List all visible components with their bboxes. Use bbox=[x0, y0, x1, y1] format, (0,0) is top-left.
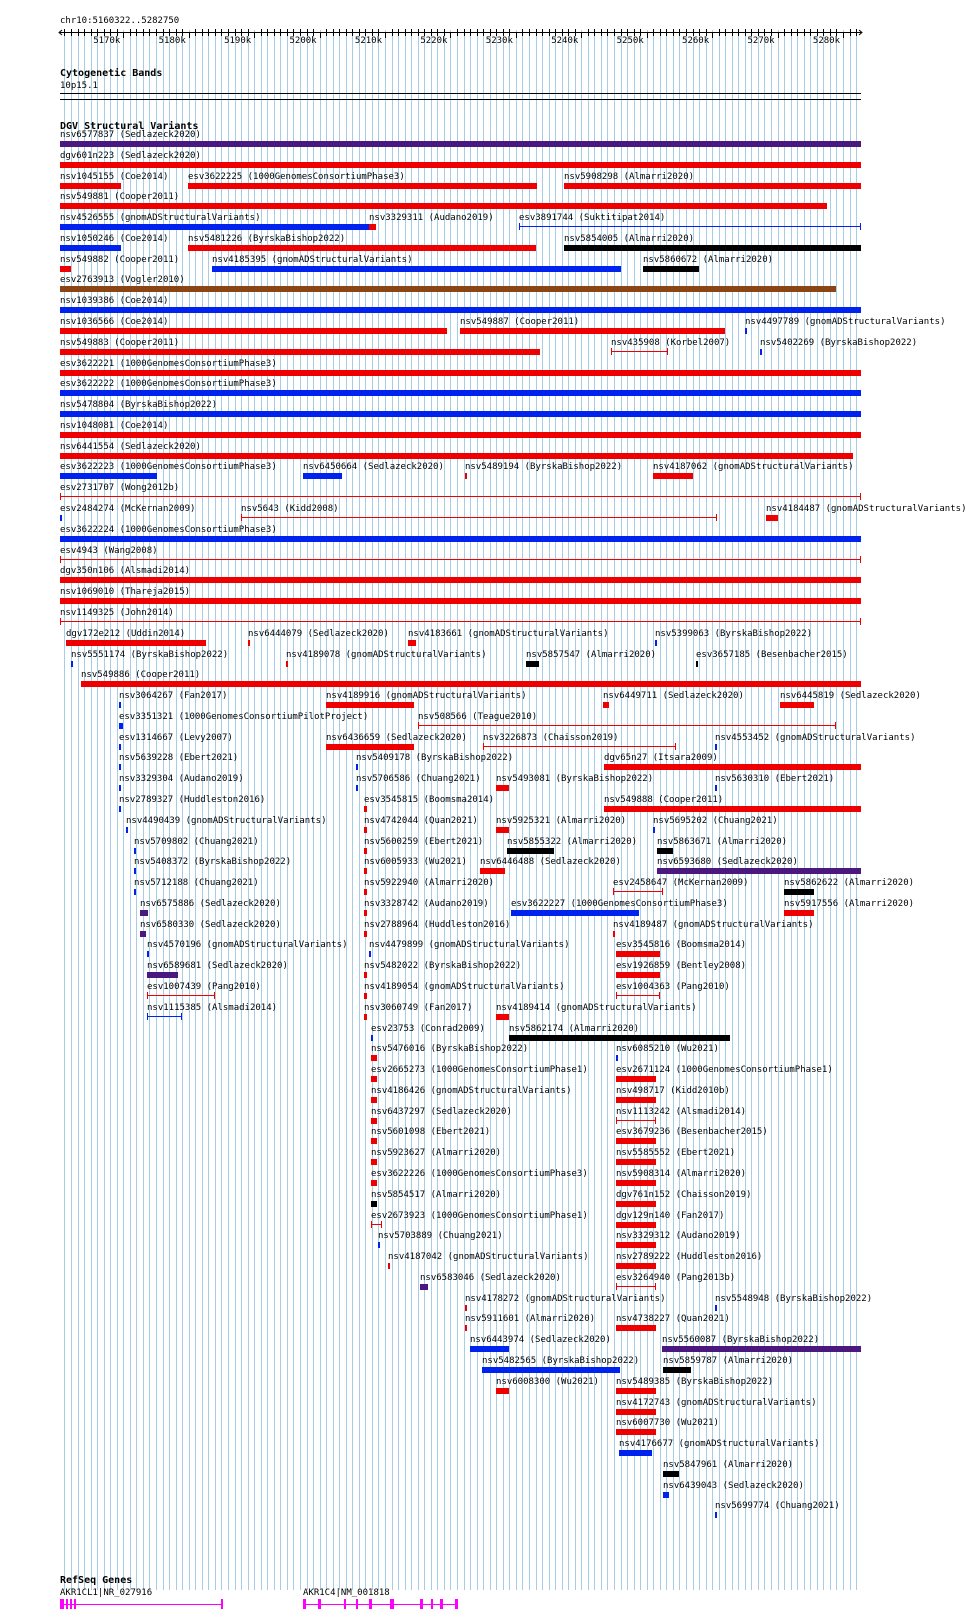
variant-label[interactable]: nsv5854005 (Almarri2020) bbox=[564, 234, 695, 244]
variant-label[interactable]: nsv549881 (Cooper2011) bbox=[60, 192, 180, 202]
variant-label[interactable]: nsv6439043 (Sedlazeck2020) bbox=[663, 1481, 804, 1491]
variant-label[interactable]: nsv5643 (Kidd2008) bbox=[241, 504, 339, 514]
variant-label[interactable]: esv3622224 (1000GenomesConsortiumPhase3) bbox=[60, 525, 277, 535]
gene-exon bbox=[420, 1599, 423, 1609]
variant-label[interactable]: esv2763913 (Vogler2010) bbox=[60, 275, 185, 285]
variant-label[interactable]: nsv5639228 (Ebert2021) bbox=[119, 753, 239, 763]
variant-label[interactable]: nsv5859787 (Almarri2020) bbox=[663, 1356, 794, 1366]
ruler-tick-label: 5220k bbox=[420, 36, 448, 46]
gene-exon bbox=[369, 1599, 372, 1609]
variant-label[interactable]: esv2731707 (Wong2012b) bbox=[60, 483, 180, 493]
gene-intron-line[interactable] bbox=[303, 1604, 458, 1605]
variant-label[interactable]: nsv5548948 (ByrskaBishop2022) bbox=[715, 1294, 873, 1304]
variant-label[interactable]: nsv549882 (Cooper2011) bbox=[60, 255, 180, 265]
variant-label[interactable]: nsv5925321 (Almarri2020) bbox=[496, 816, 627, 826]
variant-label[interactable]: nsv5409178 (ByrskaBishop2022) bbox=[356, 753, 514, 763]
variant-label[interactable]: nsv5493081 (ByrskaBishop2022) bbox=[496, 774, 654, 784]
variant-label[interactable]: nsv1039386 (Coe2014) bbox=[60, 296, 169, 306]
variant-label[interactable]: nsv4570196 (gnomADStructuralVariants) bbox=[147, 940, 348, 950]
ruler-tick-label: 5270k bbox=[747, 36, 775, 46]
variant-label[interactable]: nsv4187042 (gnomADStructuralVariants) bbox=[388, 1252, 589, 1262]
variant-label[interactable]: nsv1115385 (Alsmadi2014) bbox=[147, 1003, 278, 1013]
variant-label[interactable]: nsv5922940 (Almarri2020) bbox=[364, 878, 495, 888]
variant-label[interactable]: nsv1113242 (Alsmadi2014) bbox=[616, 1107, 747, 1117]
gene-exon bbox=[74, 1599, 76, 1609]
ruler-tick-label: 5250k bbox=[616, 36, 644, 46]
gene-exon bbox=[344, 1599, 346, 1609]
variant-label[interactable]: nsv549888 (Cooper2011) bbox=[604, 795, 724, 805]
variant-label[interactable]: dgv761n152 (Chaisson2019) bbox=[616, 1190, 752, 1200]
variant-label[interactable]: nsv4742044 (Quan2021) bbox=[364, 816, 478, 826]
ruler-tick-label: 5230k bbox=[485, 36, 513, 46]
ruler-region-label: chr10:5160322..5282750 bbox=[60, 16, 180, 26]
variant-label[interactable]: nsv1149325 (John2014) bbox=[60, 608, 174, 618]
variant-label[interactable]: esv3622225 (1000GenomesConsortiumPhase3) bbox=[188, 172, 405, 182]
gene-exon bbox=[303, 1599, 306, 1609]
variant-label[interactable]: nsv5476016 (ByrskaBishop2022) bbox=[371, 1044, 529, 1054]
variant-label[interactable]: nsv4189916 (gnomADStructuralVariants) bbox=[326, 691, 527, 701]
variant-label[interactable]: esv3622221 (1000GenomesConsortiumPhase3) bbox=[60, 359, 277, 369]
variant-label[interactable]: esv1007439 (Pang2010) bbox=[147, 982, 261, 992]
variant-label[interactable]: nsv6436659 (Sedlazeck2020) bbox=[326, 733, 467, 743]
variant-label[interactable]: dgv601n223 (Sedlazeck2020) bbox=[60, 151, 201, 161]
variant-label[interactable]: nsv5478804 (ByrskaBishop2022) bbox=[60, 400, 218, 410]
variant-label[interactable]: nsv5600259 (Ebert2021) bbox=[364, 837, 484, 847]
variant-label[interactable]: nsv5917556 (Almarri2020) bbox=[784, 899, 915, 909]
gene-exon bbox=[318, 1599, 321, 1609]
variant-label[interactable]: nsv498717 (Kidd2010b) bbox=[616, 1086, 730, 1096]
variant-label[interactable]: nsv2789222 (Huddleston2016) bbox=[616, 1252, 763, 1262]
variant-label[interactable]: nsv6437297 (Sedlazeck2020) bbox=[371, 1107, 512, 1117]
variant-label[interactable]: nsv6589681 (Sedlazeck2020) bbox=[147, 961, 288, 971]
variant-label[interactable]: esv3891744 (Suktitipat2014) bbox=[519, 213, 666, 223]
variant-label[interactable]: nsv5862174 (Almarri2020) bbox=[509, 1024, 640, 1034]
variant-label[interactable]: nsv4172743 (gnomADStructuralVariants) bbox=[616, 1398, 817, 1408]
gene-exon bbox=[66, 1599, 68, 1609]
variant-label[interactable]: nsv4526555 (gnomADStructuralVariants) bbox=[60, 213, 261, 223]
variant-label[interactable]: esv1004363 (Pang2010) bbox=[616, 982, 730, 992]
variant-label[interactable]: nsv3226873 (Chaisson2019) bbox=[483, 733, 619, 743]
variant-label[interactable]: nsv5703889 (Chuang2021) bbox=[378, 1231, 503, 1241]
variant-label[interactable]: esv2484274 (McKernan2009) bbox=[60, 504, 196, 514]
variant-label[interactable]: nsv5408372 (ByrskaBishop2022) bbox=[134, 857, 292, 867]
gene-label[interactable]: AKR1C4|NM_001818 bbox=[303, 1588, 390, 1598]
variant-label[interactable]: nsv4490439 (gnomADStructuralVariants) bbox=[126, 816, 327, 826]
variant-label[interactable]: nsv1036566 (Coe2014) bbox=[60, 317, 169, 327]
variant-label[interactable]: nsv6445819 (Sedlazeck2020) bbox=[780, 691, 921, 701]
variant-label[interactable]: nsv5489385 (ByrskaBishop2022) bbox=[616, 1377, 774, 1387]
variant-label[interactable]: nsv508566 (Teague2010) bbox=[418, 712, 538, 722]
variant-label[interactable]: nsv5712188 (Chuang2021) bbox=[134, 878, 259, 888]
variant-label[interactable]: nsv6007730 (Wu2021) bbox=[616, 1418, 719, 1428]
variant-label[interactable]: nsv6449711 (Sedlazeck2020) bbox=[603, 691, 744, 701]
variant-label[interactable]: nsv3060749 (Fan2017) bbox=[364, 1003, 473, 1013]
variant-label[interactable]: nsv5855322 (Almarri2020) bbox=[507, 837, 638, 847]
variant-label[interactable]: nsv5854517 (Almarri2020) bbox=[371, 1190, 502, 1200]
variant-label[interactable]: nsv549886 (Cooper2011) bbox=[81, 670, 201, 680]
ruler-tick-label: 5210k bbox=[354, 36, 383, 46]
gene-label[interactable]: AKR1CL1|NR_027916 bbox=[60, 1588, 153, 1598]
variant-label[interactable]: esv3351321 (1000GenomesConsortiumPilotProject) bbox=[119, 712, 369, 722]
variant-label[interactable]: nsv5489194 (ByrskaBishop2022) bbox=[465, 462, 623, 472]
ruler-tick-label: 5260k bbox=[682, 36, 710, 46]
gene-intron-line[interactable] bbox=[60, 1604, 223, 1605]
cytogenetic-bands-title: Cytogenetic Bands bbox=[60, 68, 163, 79]
variant-label[interactable]: nsv5863671 (Almarri2020) bbox=[657, 837, 788, 847]
variant-label[interactable]: esv3622223 (1000GenomesConsortiumPhase3) bbox=[60, 462, 277, 472]
variant-label[interactable]: nsv4185395 (gnomADStructuralVariants) bbox=[212, 255, 413, 265]
variant-label[interactable]: nsv3329311 (Audano2019) bbox=[369, 213, 494, 223]
variant-label[interactable]: nsv549887 (Cooper2011) bbox=[460, 317, 580, 327]
variant-label[interactable]: nsv6583046 (Sedlazeck2020) bbox=[420, 1273, 561, 1283]
gene-exon bbox=[70, 1599, 72, 1609]
variant-label[interactable]: nsv1045155 (Coe2014) bbox=[60, 172, 169, 182]
variant-label[interactable]: nsv5908314 (Almarri2020) bbox=[616, 1169, 747, 1179]
variant-label[interactable]: nsv5709802 (Chuang2021) bbox=[134, 837, 259, 847]
variant-label[interactable]: nsv6580330 (Sedlazeck2020) bbox=[140, 920, 281, 930]
variant-label[interactable]: esv3679236 (Besenbacher2015) bbox=[616, 1127, 768, 1137]
gene-exon bbox=[60, 1599, 64, 1609]
variant-label[interactable]: esv3264940 (Pang2013b) bbox=[616, 1273, 736, 1283]
variant-label[interactable]: nsv5699774 (Chuang2021) bbox=[715, 1501, 840, 1511]
gene-exon bbox=[440, 1599, 443, 1609]
variant-label[interactable]: dgv65n27 (Itsara2009) bbox=[604, 753, 718, 763]
variant-label[interactable]: nsv4479899 (gnomADStructuralVariants) bbox=[369, 940, 570, 950]
variant-label[interactable]: esv4943 (Wang2008) bbox=[60, 546, 158, 556]
variant-label[interactable]: esv2673923 (1000GenomesConsortiumPhase1) bbox=[371, 1211, 588, 1221]
variant-label[interactable]: nsv4184487 (gnomADStructuralVariants) bbox=[766, 504, 966, 514]
variant-label[interactable]: nsv5402269 (ByrskaBishop2022) bbox=[760, 338, 918, 348]
variant-label[interactable]: esv3545815 (Boomsma2014) bbox=[364, 795, 495, 805]
gene-exon bbox=[455, 1599, 458, 1609]
variant-label[interactable]: nsv5908298 (Almarri2020) bbox=[564, 172, 695, 182]
variant-label[interactable]: nsv6450664 (Sedlazeck2020) bbox=[303, 462, 444, 472]
ruler-tick-label: 5240k bbox=[551, 36, 579, 46]
variant-label[interactable]: nsv5847961 (Almarri2020) bbox=[663, 1460, 794, 1470]
variant-label[interactable]: nsv6085210 (Wu2021) bbox=[616, 1044, 719, 1054]
variant-label[interactable]: nsv4183661 (gnomADStructuralVariants) bbox=[408, 629, 609, 639]
variant-label[interactable]: nsv4497789 (gnomADStructuralVariants) bbox=[745, 317, 946, 327]
variant-label[interactable]: nsv5860672 (Almarri2020) bbox=[643, 255, 774, 265]
ruler-tick-label: 5280k bbox=[812, 36, 841, 46]
variant-label[interactable]: nsv4187062 (gnomADStructuralVariants) bbox=[653, 462, 854, 472]
variant-label[interactable]: esv3657185 (Besenbacher2015) bbox=[696, 650, 848, 660]
variant-label[interactable]: nsv3329304 (Audano2019) bbox=[119, 774, 244, 784]
variant-label[interactable]: esv2671124 (1000GenomesConsortiumPhase1) bbox=[616, 1065, 833, 1075]
ruler-tick-label: 5180k bbox=[158, 36, 186, 46]
ruler-tick-label: 5200k bbox=[289, 36, 317, 46]
ruler-tick-label: 5170k bbox=[93, 36, 121, 46]
variant-label[interactable]: nsv6008300 (Wu2021) bbox=[496, 1377, 599, 1387]
variant-label[interactable]: nsv1050246 (Coe2014) bbox=[60, 234, 169, 244]
variant-label[interactable]: nsv5923627 (Almarri2020) bbox=[371, 1148, 502, 1158]
variant-label[interactable]: esv2665273 (1000GenomesConsortiumPhase1) bbox=[371, 1065, 588, 1075]
variant-label[interactable]: nsv5482565 (ByrskaBishop2022) bbox=[482, 1356, 640, 1366]
gene-exon bbox=[390, 1599, 394, 1609]
variant-label[interactable]: nsv5706586 (Chuang2021) bbox=[356, 774, 481, 784]
variant-label[interactable]: nsv6441554 (Sedlazeck2020) bbox=[60, 442, 201, 452]
variant-label[interactable]: nsv3064267 (Fan2017) bbox=[119, 691, 228, 701]
variant-label[interactable]: dgv172e212 (Uddin2014) bbox=[66, 629, 186, 639]
variant-label[interactable]: nsv5585552 (Ebert2021) bbox=[616, 1148, 736, 1158]
variant-label[interactable]: nsv5560087 (ByrskaBishop2022) bbox=[662, 1335, 820, 1345]
dgv-track-title: DGV Structural Variants bbox=[60, 121, 199, 132]
variant-label[interactable]: nsv549883 (Cooper2011) bbox=[60, 338, 180, 348]
variant-label[interactable]: nsv5399063 (ByrskaBishop2022) bbox=[655, 629, 813, 639]
variant-label[interactable]: nsv6005933 (Wu2021) bbox=[364, 857, 467, 867]
variant-label[interactable]: nsv5601098 (Ebert2021) bbox=[371, 1127, 491, 1137]
variant-label[interactable]: nsv6446488 (Sedlazeck2020) bbox=[480, 857, 621, 867]
variant-label[interactable]: esv3622226 (1000GenomesConsortiumPhase3) bbox=[371, 1169, 588, 1179]
variant-label[interactable]: esv1926859 (Bentley2008) bbox=[616, 961, 747, 971]
variant-label[interactable]: nsv2788964 (Huddleston2016) bbox=[364, 920, 511, 930]
variant-label[interactable]: nsv4189487 (gnomADStructuralVariants) bbox=[613, 920, 814, 930]
variant-label[interactable]: esv3622222 (1000GenomesConsortiumPhase3) bbox=[60, 379, 277, 389]
variant-label[interactable]: nsv5630310 (Ebert2021) bbox=[715, 774, 835, 784]
variant-label[interactable]: nsv6575886 (Sedlazeck2020) bbox=[140, 899, 281, 909]
cytoband-label[interactable]: 10p15.1 bbox=[60, 81, 98, 91]
variant-label[interactable]: dgv129n140 (Fan2017) bbox=[616, 1211, 725, 1221]
variant-label[interactable]: nsv4738227 (Quan2021) bbox=[616, 1314, 730, 1324]
variant-label[interactable]: nsv5862622 (Almarri2020) bbox=[784, 878, 915, 888]
variant-label[interactable]: nsv3329312 (Audano2019) bbox=[616, 1231, 741, 1241]
variant-label[interactable]: nsv5911601 (Almarri2020) bbox=[465, 1314, 596, 1324]
variant-label[interactable]: dgv350n106 (Alsmadi2014) bbox=[60, 566, 191, 576]
variant-label[interactable]: nsv6444079 (Sedlazeck2020) bbox=[248, 629, 389, 639]
variant-label[interactable]: nsv4189054 (gnomADStructuralVariants) bbox=[364, 982, 565, 992]
variant-label[interactable]: nsv4186426 (gnomADStructuralVariants) bbox=[371, 1086, 572, 1096]
variant-label[interactable]: nsv4176677 (gnomADStructuralVariants) bbox=[619, 1439, 820, 1449]
variant-label[interactable]: nsv6577837 (Sedlazeck2020) bbox=[60, 130, 201, 140]
variant-label[interactable]: nsv4178272 (gnomADStructuralVariants) bbox=[465, 1294, 666, 1304]
ruler-tick-label: 5190k bbox=[224, 36, 252, 46]
gene-exon bbox=[356, 1599, 358, 1609]
variant-label[interactable]: esv3622227 (1000GenomesConsortiumPhase3) bbox=[511, 899, 728, 909]
variant-label[interactable]: nsv1048081 (Coe2014) bbox=[60, 421, 169, 431]
variant-label[interactable]: nsv2789327 (Huddleston2016) bbox=[119, 795, 266, 805]
variant-label[interactable]: esv1314667 (Levy2007) bbox=[119, 733, 233, 743]
variant-label[interactable]: nsv3328742 (Audano2019) bbox=[364, 899, 489, 909]
variant-label[interactable]: nsv4553452 (gnomADStructuralVariants) bbox=[715, 733, 916, 743]
gene-exon bbox=[431, 1599, 433, 1609]
variant-label[interactable]: nsv435908 (Korbel2007) bbox=[611, 338, 731, 348]
variant-label[interactable]: nsv5695202 (Chuang2021) bbox=[653, 816, 778, 826]
variant-label[interactable]: esv23753 (Conrad2009) bbox=[371, 1024, 485, 1034]
refseq-genes-title: RefSeq Genes bbox=[60, 1575, 133, 1586]
variant-label[interactable]: nsv6443974 (Sedlazeck2020) bbox=[470, 1335, 611, 1345]
variant-label[interactable]: nsv5482022 (ByrskaBishop2022) bbox=[364, 961, 522, 971]
variant-label[interactable]: nsv5481226 (ByrskaBishop2022) bbox=[188, 234, 346, 244]
variant-label[interactable]: nsv5551174 (ByrskaBishop2022) bbox=[71, 650, 229, 660]
variant-label[interactable]: esv2458647 (McKernan2009) bbox=[613, 878, 749, 888]
variant-label[interactable]: nsv6593680 (Sedlazeck2020) bbox=[657, 857, 798, 867]
variant-label[interactable]: nsv4189078 (gnomADStructuralVariants) bbox=[286, 650, 487, 660]
variant-label[interactable]: nsv4189414 (gnomADStructuralVariants) bbox=[496, 1003, 697, 1013]
variant-label[interactable]: nsv5857547 (Almarri2020) bbox=[526, 650, 657, 660]
variant-label[interactable]: esv3545816 (Boomsma2014) bbox=[616, 940, 747, 950]
variant-label[interactable]: nsv1069010 (Thareja2015) bbox=[60, 587, 191, 597]
gene-exon bbox=[221, 1599, 223, 1609]
